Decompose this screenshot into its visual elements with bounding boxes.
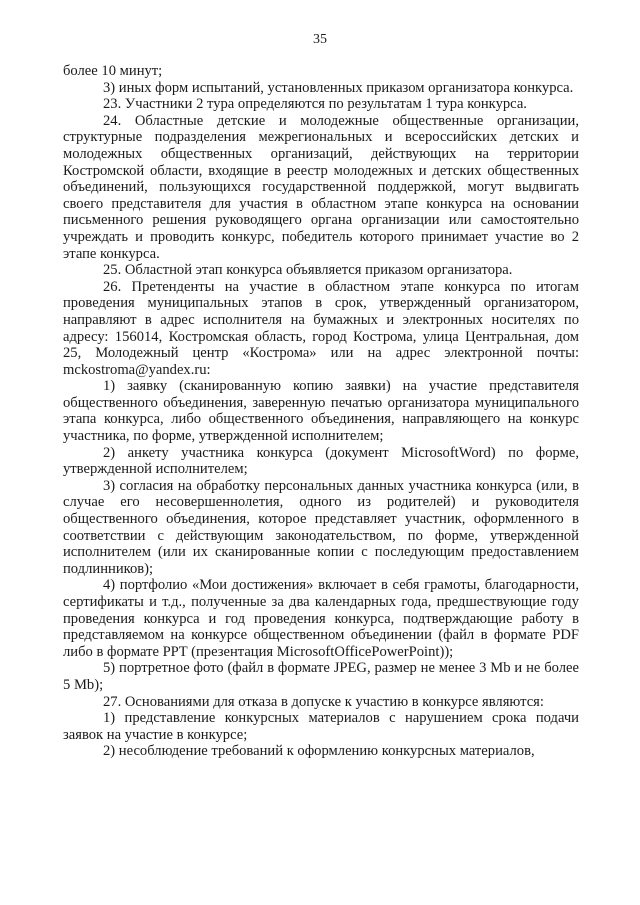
clause-26: 26. Претенденты на участие в областном этапе конкурса по итогам проведения муниципальных этапов в срок, утвержденный организатором, направляют в адрес исполнителя на бумажных и электронных носителях по адресу: 156014, Костромская область, город Кострома, улица Центральная, дом 25, Молодежный центр «Кострома» или на адрес электронной почты: mckostroma@yandex.ru:	[63, 278, 579, 378]
list-item-3-other-tests: 3) иных форм испытаний, установленных приказом организатора конкурса.	[103, 79, 574, 96]
list-item-5-photo: 5) портретное фото (файл в формате JPEG, размер не менее 3 Mb и не более 5 Mb);	[63, 660, 579, 693]
list-item-2-format-violation: 2) несоблюдение требований к оформлению конкурсных материалов,	[103, 743, 535, 760]
clause-27: 27. Основаниями для отказа в допуске к участию в конкурсе являются:	[103, 693, 544, 710]
list-item-2-questionnaire: 2) анкету участника конкурса (документ MicrosoftWord) по форме, утвержденной исполнителем;	[63, 444, 579, 478]
paragraph-continuation: более 10 минут;	[63, 63, 163, 79]
clause-24: 24. Областные детские и молодежные общественные организации, структурные подразделения межрегиональных и всероссийских детских и молодежных общественных организаций, действующих на территории Костромской области, входящие в реестр молодежных и детских общественных объединений, пользующихся государственной поддержкой, могут выдвигать своего представителя для участия в областном этапе конкурса на основании письменного решения руководящего органа организации или самостоятельно учреждать и проводить конкурс, победитель которого принимает участие во 2 этапе конкурса.	[63, 112, 579, 262]
clause-25: 25. Областной этап конкурса объявляется приказом организатора.	[103, 262, 513, 279]
page-number: 35	[313, 32, 327, 47]
list-item-1-late-submission: 1) представление конкурсных материалов с нарушением срока подачи заявок на участие в конкурсе;	[63, 710, 579, 743]
document-body	[63, 63, 579, 760]
list-item-3-consent: 3) согласия на обработку персональных данных участника конкурса (или, в случае его несовершеннолетия, одного из родителей) и руководителя общественного объединения, которое представляет участник, оформленного в соответствии с действующим законодательством, по форме, утвержденной исполнителем (или их сканированные копии с последующим предоставлением подлинников);	[63, 477, 579, 577]
list-item-4-portfolio: 4) портфолио «Мои достижения» включает в себя грамоты, благодарности, сертификаты и т.д., полученные за два календарных года, предшествующие году проведения конкурса и год проведения конкурса, подтверждающие работу в представляемом на конкурсе общественном объединении (файл в формате PDF либо в формате PPT (презентация MicrosoftOfficePowerPoint));	[63, 577, 579, 660]
clause-23: 23. Участники 2 тура определяются по результатам 1 тура конкурса.	[103, 96, 527, 113]
list-item-1-application: 1) заявку (сканированную копию заявки) на участие представителя общественного объединения, заверенную печатью организатора муниципального этапа конкурса, либо общественного объединения, направляющего на конкурс участника, по форме, утвержденной исполнителем;	[63, 378, 579, 445]
